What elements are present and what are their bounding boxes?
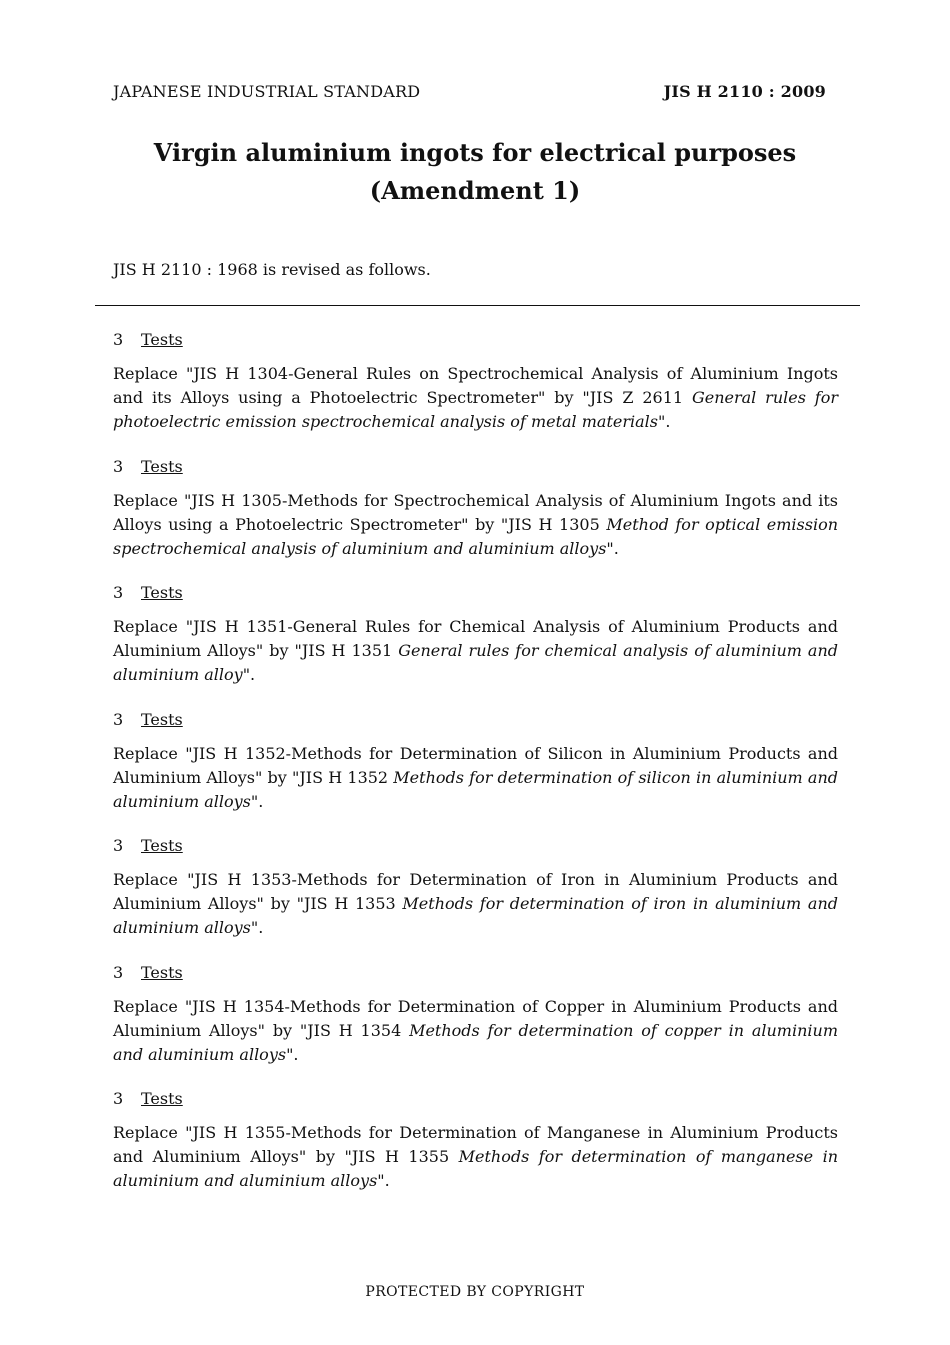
- intro-text: JIS H 2110 : 1968 is revised as follows.: [113, 260, 431, 279]
- section-heading: [113, 581, 838, 605]
- title-line-1: Virgin aluminium ingots for electrical purposes: [153, 138, 797, 167]
- section-number: 3: [113, 836, 124, 855]
- section-number: 3: [113, 330, 124, 349]
- standard-name: JAPANESE INDUSTRIAL STANDARD: [113, 82, 421, 101]
- body-text: Replace "JIS H 1353-Methods for Determination of Iron in Aluminium Products and Aluminium Alloys" by "JIS H 1353: [113, 870, 838, 913]
- section-heading: [113, 708, 838, 732]
- amendment-section: [113, 708, 838, 835]
- section-body: [113, 489, 838, 561]
- body-suffix: ".: [250, 918, 264, 937]
- body-text: Replace "JIS H 1354-Methods for Determination of Copper in Aluminium Products and Aluminium Alloys" by "JIS H 1354: [113, 996, 838, 1040]
- section-body: [113, 995, 838, 1067]
- title-line-2: (Amendment 1): [369, 176, 581, 205]
- document-title: [0, 134, 950, 210]
- section-body: [113, 1121, 838, 1193]
- section-title: Tests: [141, 456, 183, 476]
- section-title: Tests: [141, 330, 183, 349]
- italic-title: General rules for chemical analysis of aluminium and aluminium alloy: [113, 641, 839, 684]
- amendment-section: [113, 581, 838, 708]
- amendment-section: [113, 834, 838, 961]
- italic-title: General rules for photoelectric emission spectrochemical analysis of metal materials: [113, 388, 838, 431]
- body-text: Replace "JIS H 1305-Methods for Spectrochemical Analysis of Aluminium Ingots and its Alloys using a Photoelectric Spectrometer" by "JIS H 1305: [113, 490, 838, 534]
- amendment-section: [113, 1087, 838, 1214]
- body-suffix: ".: [242, 665, 256, 684]
- section-title: Tests: [141, 836, 183, 855]
- body-text: Replace "JIS H 1351-General Rules for Chemical Analysis of Aluminium Products and Aluminium Alloys" by "JIS H 1351: [113, 617, 838, 660]
- section-title: Tests: [141, 709, 183, 729]
- amendment-section: [113, 328, 838, 455]
- section-number: 3: [113, 962, 124, 982]
- section-heading: [113, 1087, 838, 1111]
- section-heading: [113, 961, 838, 985]
- body-text: Replace "JIS H 1304-General Rules on Spectrochemical Analysis of Aluminium Ingots and its Alloys using a Photoelectric Spectrometer" by "JIS Z 2611: [113, 364, 838, 407]
- section-title: Tests: [141, 962, 183, 982]
- italic-title: Method for optical emission spectrochemical analysis of aluminium and aluminium alloys: [113, 514, 839, 558]
- section-number: 3: [113, 456, 124, 476]
- section-body: [113, 868, 838, 940]
- copyright-footer: PROTECTED BY COPYRIGHT: [365, 1284, 585, 1300]
- amendment-section: [113, 455, 838, 582]
- section-number: 3: [113, 583, 124, 602]
- standard-number: JIS H 2110 : 2009: [663, 82, 826, 101]
- section-heading: [113, 455, 838, 479]
- body-suffix: ".: [658, 412, 671, 431]
- section-body: [113, 615, 838, 687]
- page-header: [113, 82, 826, 101]
- section-number: 3: [113, 709, 124, 729]
- section-heading: [113, 328, 838, 352]
- section-number: 3: [113, 1089, 124, 1108]
- body-text: Replace "JIS H 1352-Methods for Determination of Silicon in Aluminium Products and Aluminium Alloys" by "JIS H 1352: [113, 743, 838, 787]
- body-suffix: ".: [377, 1171, 390, 1190]
- body-text: Replace "JIS H 1355-Methods for Determination of Manganese in Aluminium Products and Aluminium Alloys" by "JIS H 1355: [113, 1123, 838, 1166]
- body-suffix: ".: [606, 538, 619, 558]
- section-heading: [113, 834, 838, 858]
- amendment-section: [113, 961, 838, 1088]
- section-body: [113, 362, 838, 434]
- section-title: Tests: [141, 1089, 183, 1108]
- body-suffix: ".: [286, 1044, 299, 1064]
- section-body: [113, 742, 838, 814]
- body-suffix: ".: [250, 791, 264, 811]
- italic-title: Methods for determination of copper in aluminium and aluminium alloys: [113, 1020, 838, 1064]
- amendment-sections: [113, 328, 838, 1214]
- italic-title: Methods for determination of manganese in aluminium and aluminium alloys: [113, 1147, 839, 1190]
- section-title: Tests: [141, 583, 183, 602]
- horizontal-rule: [95, 305, 860, 306]
- italic-title: Methods for determination of iron in aluminium and aluminium alloys: [113, 894, 839, 937]
- italic-title: Methods for determination of silicon in aluminium and aluminium alloys: [113, 767, 838, 811]
